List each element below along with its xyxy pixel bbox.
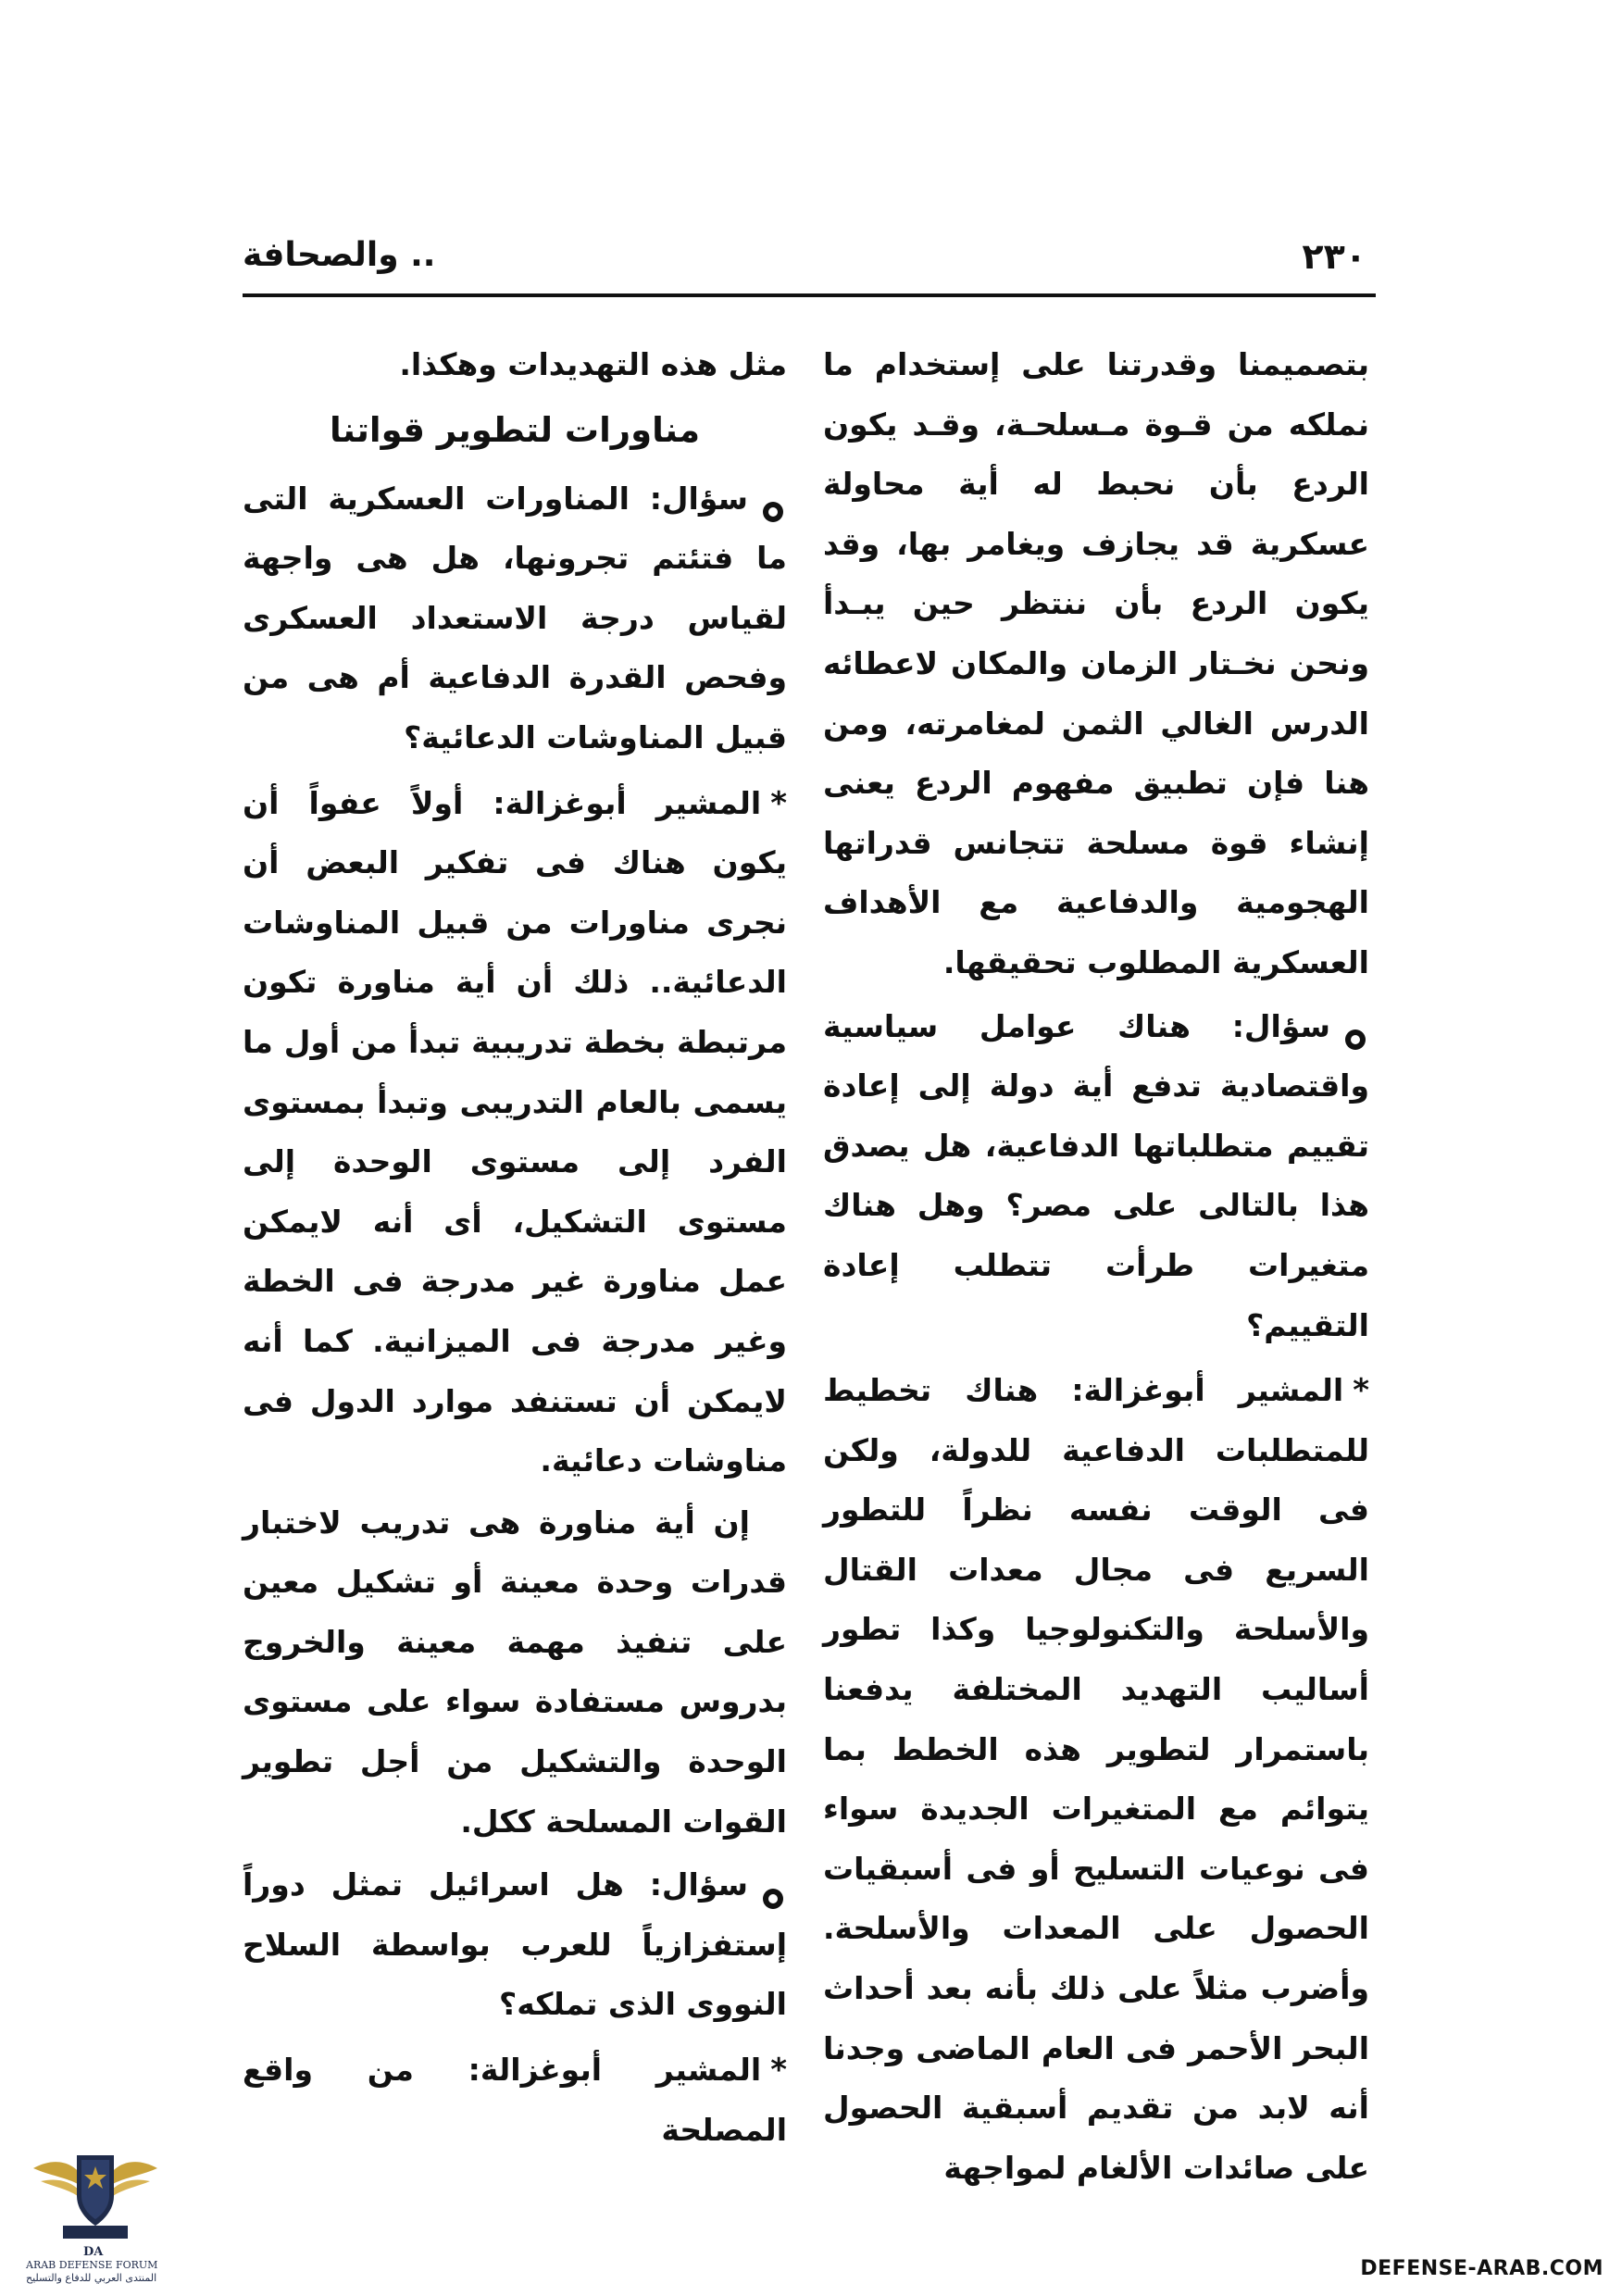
- answer-text: المشير أبوغزالة: هناك تخطيط للمتطلبات الدفاعية للدولة، ولكن فى الوقت نفسه نظراً للتطور السريع فى مجال معدات القتال والأسلحة والتكنولوجيا وكذا تطور أساليب التهديد المختلفة يدفعنا باستمرار لتطوير هذه الخطط بما يتوائم مع المتغيرات الجديدة سواء فى نوعيات التسليح أو فى أسبقيات الحصول على المعدات والأسلحة. وأضرب مثلاً على ذلك بأنه بعد أحداث البحر الأحمر فى العام الماضى وجدنا أنه لابد من تقديم أسبقية الحصول على صائدات الألغام لمواجهة: [823, 1372, 1369, 2186]
- interview-question: [823, 997, 1369, 1356]
- question-text: سؤال: هناك عوامل سياسية واقتصادية تدفع أية دولة إلى إعادة تقييم متطلباتها الدفاعية، هل يصدق هذا بالتالى على مصر؟ وهل هناك متغيرات طرأت تتطلب إعادة التقييم؟: [823, 1007, 1369, 1343]
- body-paragraph: بتصميمنا وقدرتنا على إستخدام ما نملكه من قـوة مـسلحـة، وقـد يكون الردع بأن نحبط له أية محاولة عسكرية قد يجازف ويغامر بها، وقد يكون الردع بأن ننتظر حين يبـدأ ونحن نخـتار الزمان والمكان لاعطائه الدرس الغالي الثمن لمغامرته، ومن هنا فإن تطبيق مفهوم الردع يعنى إنشاء قوة مسلحة تتجانس قدراتها الهجومية والدفاعية مع الأهداف العسكرية المطلوب تحقيقها.: [823, 346, 1369, 980]
- answer-text: المشير أبوغزالة: من واقع المصلحة: [243, 2052, 787, 2148]
- watermark-caption-ar: المنتدى العربي للدفاع والتسليح: [26, 2272, 157, 2284]
- question-bullet-icon: [759, 1873, 787, 1901]
- right-column: [823, 335, 1369, 2200]
- running-header: [243, 236, 1372, 292]
- site-url-label: DEFENSE-ARAB.COM: [1360, 2257, 1603, 2280]
- body-paragraph: إن أية مناورة هى تدريب لاختبار قدرات وحدة معينة أو تشكيل معين على تنفيذ مهمة معينة والخروج بدروس مستفادة سواء على مستوى الوحدة والتشكيل من أجل تطوير القوات المسلحة ككل.: [243, 1504, 787, 1840]
- watermark-initials: DA: [83, 2245, 104, 2259]
- interview-answer: [243, 2040, 787, 2160]
- page-number: ٢٣٠: [1302, 236, 1366, 277]
- question-bullet-icon: [759, 486, 787, 514]
- question-text: سؤال: المناورات العسكرية التى ما فتئتم تجرونها، هل هى واجهة لقياس درجة الاستعداد العسكرى وفحص القدرة الدفاعية أم هى من قبيل المناوشات الدعائية؟: [243, 480, 787, 755]
- section-subheading: مناورات لتطوير قواتنا: [330, 409, 700, 450]
- watermark-caption-en: ARAB DEFENSE FORUM: [26, 2259, 158, 2271]
- question-bullet-icon: [1341, 1014, 1369, 1042]
- running-title: .. والصحافة: [243, 236, 436, 274]
- interview-question: [243, 1855, 787, 2035]
- header-divider: [243, 293, 1376, 297]
- interview-question: [243, 469, 787, 768]
- watermark-caption: [26, 2246, 202, 2285]
- interview-answer: [823, 1361, 1369, 2198]
- answer-asterisk-icon: *: [770, 2052, 787, 2090]
- answer-text: المشير أبوغزالة: أولاً عفواً أن يكون هناك فى تفكير البعض أن نجرى مناورات من قبيل المناوشات الدعائية.. ذلك أن أية مناورة تكون مرتبطة بخطة تدريبية تبدأ من أول ما يسمى بالعام التدريبى وتبدأ بمستوى الفرد إلى مستوى الوحدة إلى مستوى التشكيل، أى أنه لايمكن عمل مناورة غير مدرجة فى الخطة وغير مدرجة فى الميزانية. كما أنه لايمكن أن تستنفد موارد الدول فى مناوشات دعائية.: [243, 784, 787, 1479]
- interview-answer: [243, 774, 787, 1491]
- answer-asterisk-icon: *: [1353, 1372, 1369, 1410]
- answer-asterisk-icon: *: [770, 784, 787, 822]
- eagle-shield-icon: [26, 2129, 165, 2246]
- left-column: [243, 335, 787, 2162]
- continued-paragraph: مثل هذه التهديدات وهكذا.: [399, 346, 787, 382]
- question-text: سؤال: هل اسرائيل تمثل دوراً إستفزازياً للعرب بواسطة السلاح النووى الذى تملكه؟: [243, 1866, 787, 2023]
- forum-logo-watermark: [26, 2129, 165, 2287]
